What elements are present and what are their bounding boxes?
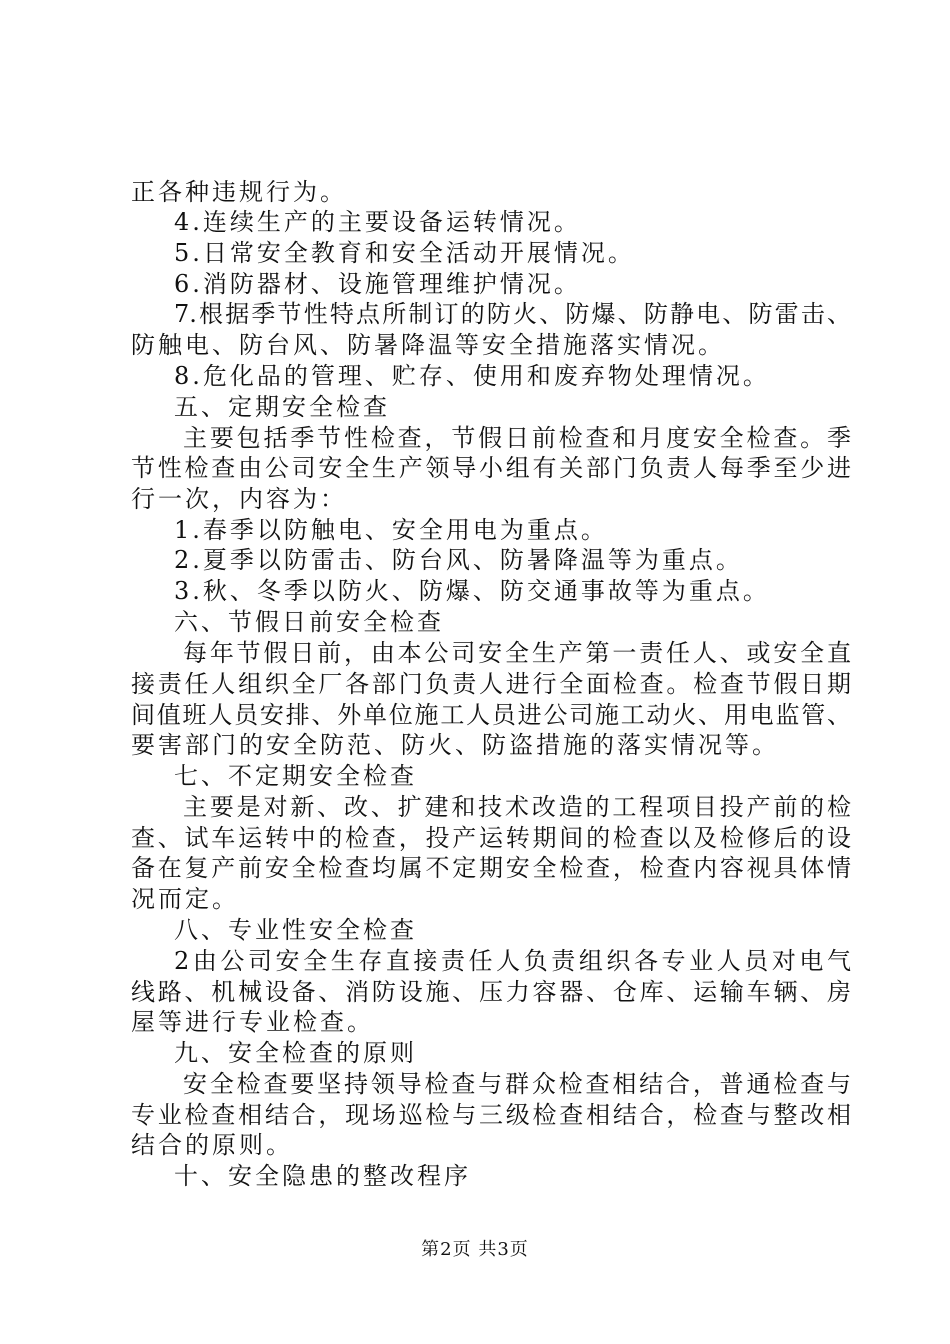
section-heading: 五、定期安全检查 — [174, 393, 390, 421]
text-line: 2由公司安全生存直接责任人负责组织各专业人员对电气 — [174, 947, 851, 975]
section-heading: 七、不定期安全检查 — [174, 762, 417, 790]
section-heading: 十、安全隐患的整改程序 — [174, 1162, 471, 1190]
text-line: 3.秋、冬季以防火、防爆、防交通事故等为重点。 — [174, 577, 770, 605]
text-line: 要害部门的安全防范、防火、防盗措施的落实情况等。 — [131, 731, 779, 759]
text-line: 间值班人员安排、外单位施工人员进公司施工动火、用电监管、 — [131, 701, 851, 729]
text-line: 4.连续生产的主要设备运转情况。 — [174, 208, 581, 236]
text-line: 8.危化品的管理、贮存、使用和废弃物处理情况。 — [174, 362, 770, 390]
text-line: 5.日常安全教育和安全活动开展情况。 — [174, 239, 635, 267]
text-line: 2.夏季以防雷击、防台风、防暑降温等为重点。 — [174, 546, 743, 574]
page-number-footer: 第2页 共3页 — [421, 1239, 529, 1260]
text-line: 1.春季以防触电、安全用电为重点。 — [174, 516, 608, 544]
text-line: 防触电、防台风、防暑降温等安全措施落实情况。 — [131, 331, 725, 359]
text-line: 节性检查由公司安全生产领导小组有关部门负责人每季至少进 — [131, 454, 851, 482]
text-line: 主要是对新、改、扩建和技术改造的工程项目投产前的检 — [183, 793, 851, 821]
text-line: 屋等进行专业检查。 — [131, 1008, 374, 1036]
text-line: 查、试车运转中的检查，投产运转期间的检查以及检修后的设 — [131, 824, 851, 852]
section-heading: 八、专业性安全检查 — [174, 916, 417, 944]
text-line: 7.根据季节性特点所制订的防火、防爆、防静电、防雷击、 — [174, 300, 851, 328]
text-line: 主要包括季节性检查，节假日前检查和月度安全检查。季 — [183, 424, 851, 452]
text-line: 安全检查要坚持领导检查与群众检查相结合，普通检查与 — [183, 1070, 851, 1098]
text-line: 备在复产前安全检查均属不定期安全检查，检查内容视具体情 — [131, 854, 851, 882]
text-line: 结合的原则。 — [131, 1131, 293, 1159]
text-line: 行一次，内容为： — [131, 485, 347, 513]
text-line: 6.消防器材、设施管理维护情况。 — [174, 270, 581, 298]
text-line: 正各种违规行为。 — [131, 178, 347, 206]
text-line: 况而定。 — [131, 885, 239, 913]
section-heading: 六、节假日前安全检查 — [174, 608, 444, 636]
text-line: 线路、机械设备、消防设施、压力容器、仓库、运输车辆、房 — [131, 978, 851, 1006]
section-heading: 九、安全检查的原则 — [174, 1039, 417, 1067]
text-line: 接责任人组织全厂各部门负责人进行全面检查。检查节假日期 — [131, 670, 851, 698]
text-line: 每年节假日前，由本公司安全生产第一责任人、或安全直 — [183, 639, 851, 667]
text-line: 专业检查相结合，现场巡检与三级检查相结合，检查与整改相 — [131, 1101, 851, 1129]
